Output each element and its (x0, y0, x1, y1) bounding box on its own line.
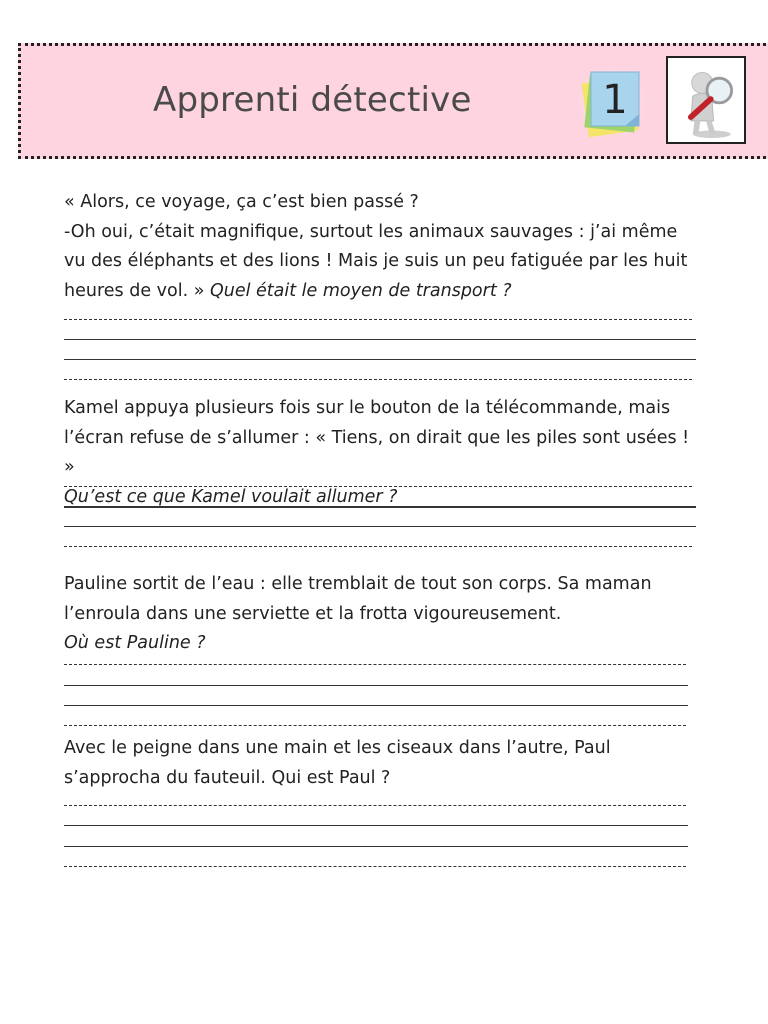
text-line: s’approcha du fauteuil. Qui est Paul ? (64, 767, 391, 788)
answer-line[interactable] (64, 506, 696, 508)
answer-line[interactable] (64, 705, 688, 706)
question-text: Qu’est ce que Kamel voulait allumer ? (64, 486, 398, 507)
detective-magnifier-icon (666, 56, 746, 144)
text-line: l’écran refuse de s’allumer : « Tiens, on dirait que les piles sont usées ! » (64, 427, 690, 477)
answer-line[interactable] (64, 526, 696, 527)
question-block-1 (64, 188, 704, 306)
text-line: heures de vol. » Quel était le moyen de transport ? (64, 280, 512, 301)
sticky-notes-icon (573, 58, 651, 144)
header-banner (18, 43, 768, 159)
answer-line[interactable] (64, 825, 688, 826)
page-title: Apprenti détective (153, 80, 472, 120)
text-line: Kamel appuya plusieurs fois sur le bouton de la télécommande, mais (64, 398, 671, 418)
answer-line[interactable] (64, 339, 696, 340)
question-block-4 (64, 734, 704, 793)
question-text: Qui est Paul ? (271, 767, 391, 788)
text-line: l’enroula dans une serviette et la frotta vigoureusement. (64, 603, 562, 624)
answer-line[interactable] (64, 319, 692, 320)
answer-line[interactable] (64, 846, 688, 847)
answer-line[interactable] (64, 725, 686, 726)
answer-line[interactable] (64, 379, 692, 380)
answer-line[interactable] (64, 546, 692, 547)
badge-number: 1 (602, 77, 628, 123)
answer-line[interactable] (64, 866, 686, 867)
question-text: Où est Pauline ? (64, 633, 206, 653)
answer-line[interactable] (64, 805, 686, 806)
text-line: -Oh oui, c’était magnifique, surtout les animaux sauvages : j’ai même (64, 221, 678, 242)
text-line: Pauline sortit de l’eau : elle tremblait de tout son corps. Sa maman (64, 574, 652, 594)
answer-line[interactable] (64, 664, 686, 665)
text-line: Avec le peigne dans une main et les ciseaux dans l’autre, Paul (64, 738, 611, 758)
answer-line[interactable] (64, 685, 688, 686)
text-line: vu des éléphants et des lions ! Mais je suis un peu fatiguée par les huit (64, 251, 688, 271)
question-text: Quel était le moyen de transport ? (209, 280, 512, 301)
text-line: « Alors, ce voyage, ça c’est bien passé ? (64, 192, 419, 212)
answer-line[interactable] (64, 486, 692, 487)
answer-line[interactable] (64, 359, 696, 360)
question-block-2 (64, 394, 704, 512)
question-block-3 (64, 570, 704, 659)
